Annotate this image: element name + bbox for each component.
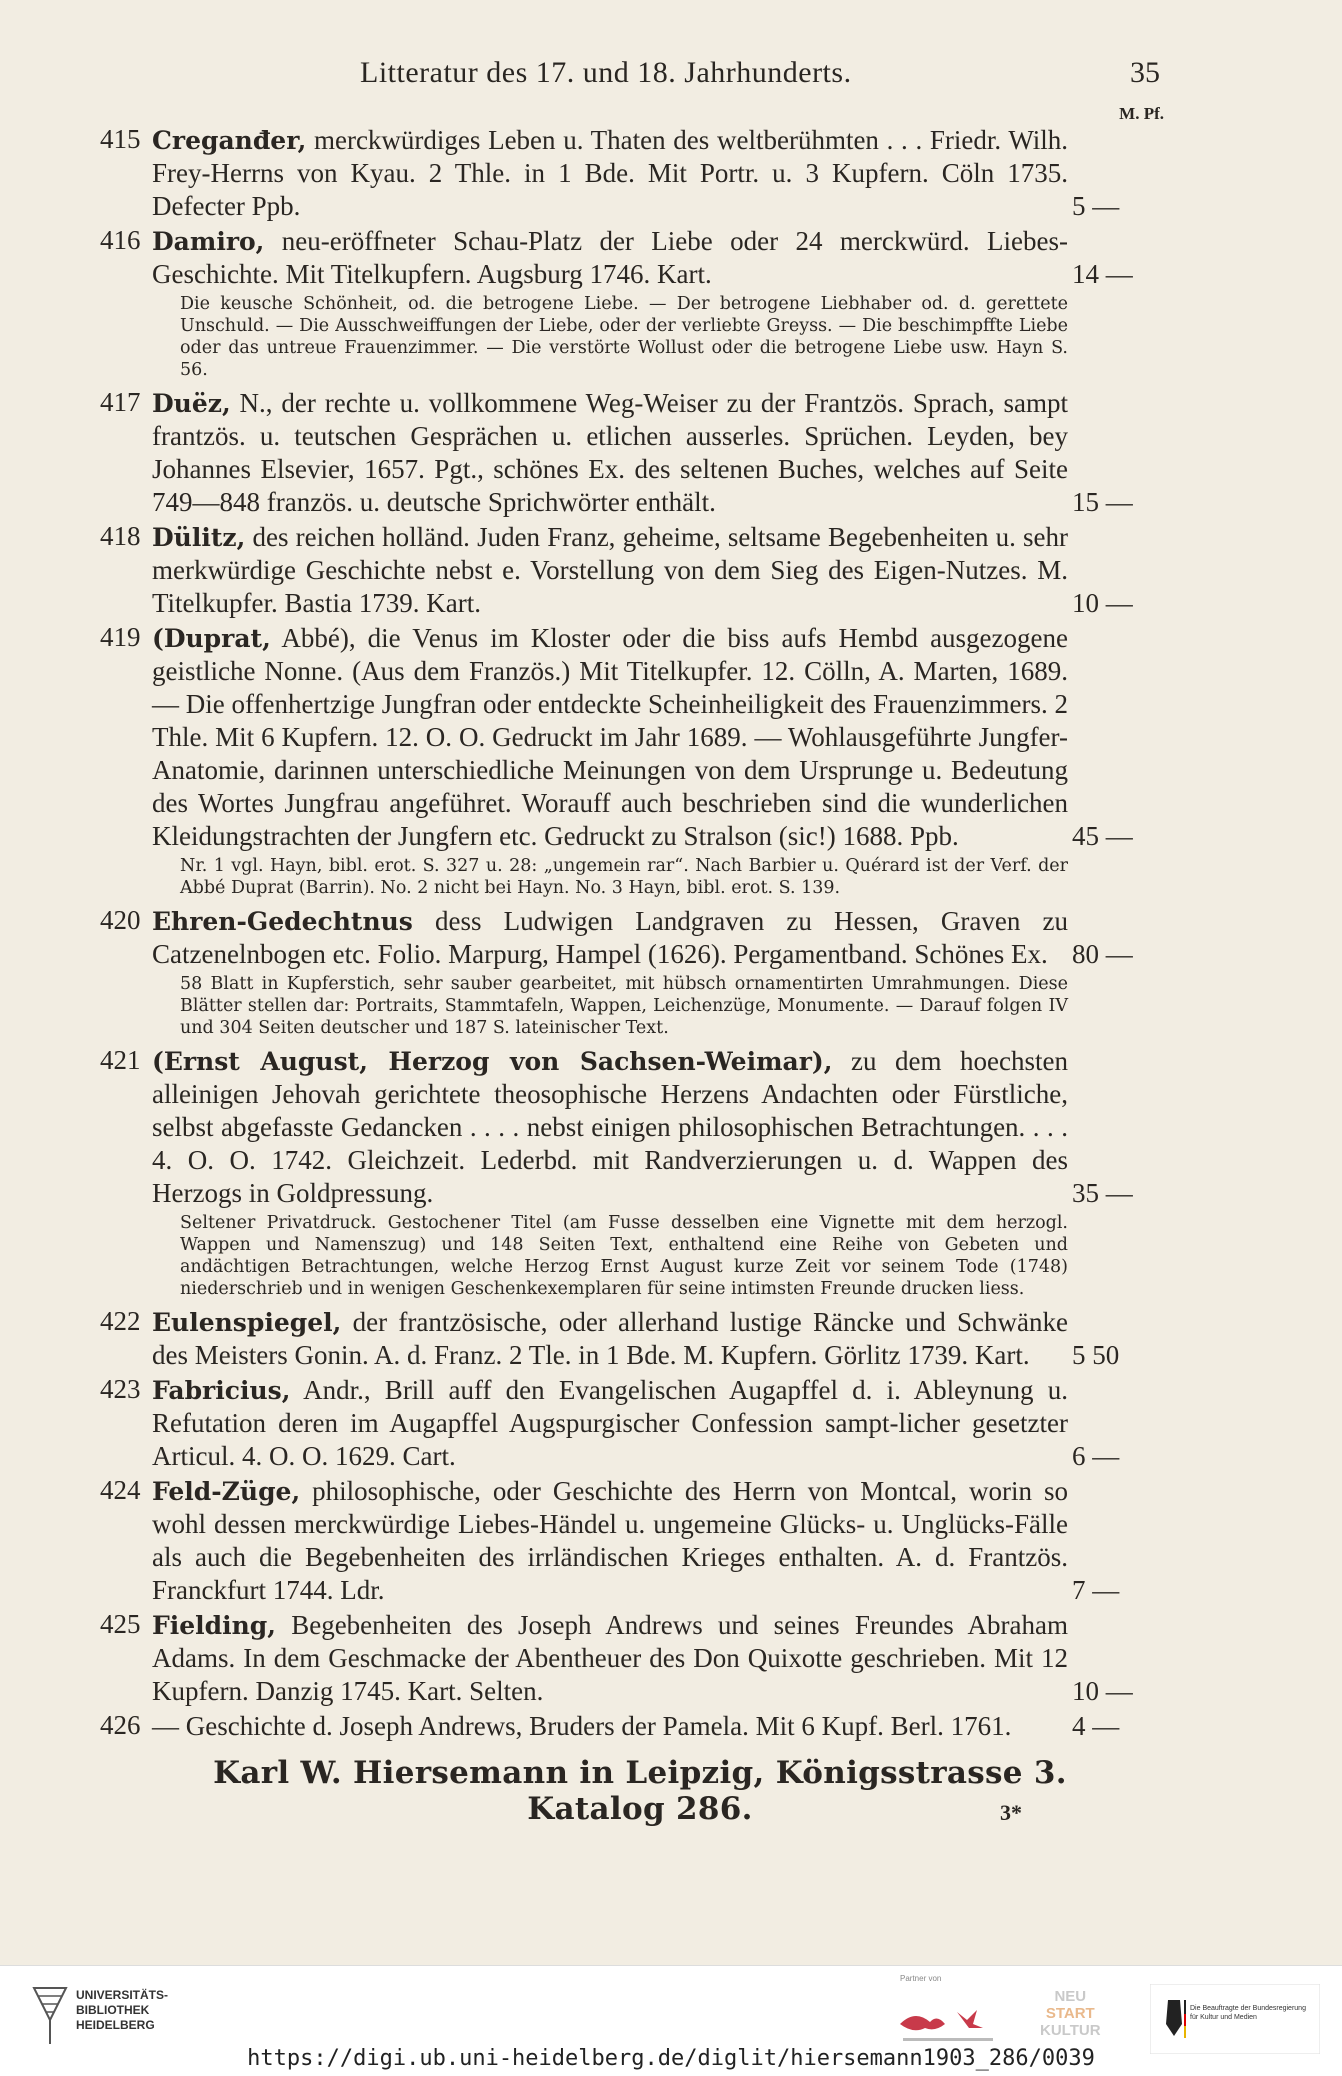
catalog-entry [100, 1609, 1168, 1708]
catalog-entry [100, 124, 1168, 223]
entry-description [152, 1710, 1068, 1743]
entry-description [152, 387, 1068, 519]
university-library-name [76, 1988, 168, 2033]
entry-author: Damiro, [152, 227, 265, 256]
entry-text: zu dem hoechsten alleinigen Jehovah gerichtete theosophische Herzens Andachten oder Fürstliche, selbst abgefasste Gedancken . . . . nebst einigen philosophischen Betrachtungen. . . . 4. O. O. 1742. Gleichzeit. Lederbd. mit Randverzierungen u. d. Wappen des Herzogs in Goldpressung. [152, 1046, 1068, 1208]
entry-description [152, 1306, 1068, 1372]
university-library-logo-icon [30, 1986, 70, 2046]
entry-number: 423 [100, 1374, 141, 1404]
publisher-footer: Karl W. Hiersemann in Leipzig, Königsstrasse 3. Katalog 286. [213, 1755, 1067, 1827]
catalog-entries [100, 124, 1168, 1745]
entry-number: 424 [100, 1475, 141, 1505]
entry-text: neu-eröffneter Schau-Platz der Liebe oder 24 merckwürd. Liebes-Geschichte. Mit Titelkupfern. Augsburg 1746. Kart. [152, 226, 1068, 289]
entry-number: 426 [100, 1710, 141, 1740]
partner-bird-logo-icon [895, 1994, 1005, 2049]
neustart-line: NEU [1054, 1988, 1087, 2005]
entry-author: Fabricius, [152, 1376, 291, 1405]
entry-price: 35 — [1072, 1178, 1133, 1208]
entry-description [152, 1475, 1068, 1607]
entry-note: Die keusche Schönheit, od. die betrogene Liebe. — Der betrogene Liebhaber od. d. gerettete Unschuld. — Die Ausschweiffungen der Liebe, oder der verliebte Greyss. — Die beschimpffte Liebe oder das untreue Frauenzimmer. — Die verstörte Wollust oder die betrogene Liebe usw. Hayn S. 56. [180, 294, 1068, 380]
entry-number: 418 [100, 521, 141, 551]
entry-author: (Ernst August, Herzog von Sachsen-Weimar), [152, 1047, 833, 1076]
library-name-line: HEIDELBERG [76, 2018, 155, 2032]
entry-price: 5 — [1072, 191, 1120, 221]
entry-description [152, 124, 1068, 223]
entry-price: 45 — [1072, 821, 1133, 851]
entry-text: N., der rechte u. vollkommene Weg-Weiser zu der Frantzös. Sprach, sampt frantzös. u. teutschen Gesprächen u. etlichen ausserles. Sprüchen. Leyden, bey Johannes Elsevier, 1657. Pgt., schönes Ex. des seltenen Buches, welches auf Seite 749—848 französ. u. deutsche Sprichwörter enthält. [152, 388, 1068, 517]
entry-number: 420 [100, 905, 141, 935]
catalog-entry [100, 1475, 1168, 1607]
catalog-entry [100, 521, 1168, 620]
entry-author: Ehren-Gedechtnus [152, 907, 413, 936]
entry-note: Nr. 1 vgl. Hayn, bibl. erot. S. 327 u. 28: „ungemein rar“. Nach Barbier u. Quérard ist der Verf. der Abbé Duprat (Barrin). No. 2 nicht bei Hayn. No. 3 Hayn, bibl. erot. S. 139. [180, 856, 1068, 898]
entry-author: Duëz, [152, 389, 231, 418]
entry-text: Begebenheiten des Joseph Andrews und seines Freundes Abraham Adams. In dem Geschmacke der Abentheuer des Don Quixotte geschrieben. Mit 12 Kupfern. Danzig 1745. Kart. Selten. [152, 1610, 1068, 1706]
entry-number: 419 [100, 622, 141, 652]
federal-government-caption: Die Beauftragte der Bundesregierung für Kultur und Medien [1190, 2005, 1306, 2021]
entry-price: 80 — [1072, 939, 1133, 969]
entry-note: 58 Blatt in Kupferstich, sehr sauber gearbeitet, mit hübsch ornamentirten Umrahmungen. Diese Blätter stellen dar: Portraits, Stammtafeln, Wappen, Leichenzüge, Monumente. — Darauf folgen IV und 304 Seiten deutscher und 187 S. lateinischer Text. [180, 974, 1068, 1038]
entry-number: 417 [100, 387, 141, 417]
entry-description [152, 1045, 1068, 1210]
entry-description [152, 1374, 1068, 1473]
entry-text: Andr., Brill auff den Evangelischen Augapffel d. i. Ableynung u. Refutation deren im Augapffel Augspurgischer Confession sampt-licher gesetzter Articul. 4. O. O. 1629. Cart. [152, 1375, 1068, 1471]
neustart-line: KULTUR [1040, 2022, 1101, 2039]
catalog-entry [100, 622, 1168, 899]
entry-author: Creganđer, [152, 126, 307, 155]
entry-price: 10 — [1072, 1676, 1133, 1706]
page-header-title: Litteratur des 17. und 18. Jahrhunderts. [360, 56, 852, 89]
entry-number: 425 [100, 1609, 141, 1639]
page-number: 35 [1130, 56, 1160, 89]
signature-mark: 3* [1000, 1800, 1022, 1825]
entry-price: 14 — [1072, 259, 1133, 289]
library-name-line: UNIVERSITÄTS- [76, 1988, 169, 2002]
entry-description [152, 1609, 1068, 1708]
entry-description [152, 905, 1068, 971]
entry-number: 416 [100, 225, 141, 255]
catalog-entry [100, 387, 1168, 519]
entry-number: 422 [100, 1306, 141, 1336]
entry-price: 7 — [1072, 1575, 1120, 1605]
entry-author: Feld-Züge, [152, 1477, 301, 1506]
entry-author: Eulenspiegel, [152, 1308, 342, 1337]
entry-text: dess Ludwigen Landgraven zu Hessen, Graven zu Catzenelnbogen etc. Folio. Marpurg, Hampel (1626). Pergamentband. Schönes Ex. [152, 906, 1068, 969]
entry-author: Fielding, [152, 1611, 276, 1640]
running-header [150, 56, 1160, 100]
entry-number: 421 [100, 1045, 141, 1075]
entry-text: merckwürdiges Leben u. Thaten des weltberühmten . . . Friedr. Wilh. Frey-Herrns von Kyau. 2 Thle. in 1 Bde. Mit Portr. u. 3 Kupfern. Cöln 1735. Defecter Ppb. [152, 125, 1068, 221]
entry-text: Abbé), die Venus im Kloster oder die biss aufs Hembd ausgezogene geistliche Nonne. (Aus dem Französ.) Mit Titelkupfer. 12. Cölln, A. Marten, 1689. — Die offenhertzige Jungfran oder entdeckte Scheinheiligkeit des Frauenzimmers. 2 Thle. Mit 6 Kupfern. 12. O. O. Gedruckt im Jahr 1689. — Wohlausgeführte Jungfer-Anatomie, darinnen unterschiedliche Meinungen von dem Ursprunge u. Bedeutung des Wortes Jungfrau angeführet. Worauff auch beschrieben sind die wunderlichen Kleidungstrachten der Jungfern etc. Gedruckt zu Stralson (sic!) 1688. Ppb. [152, 623, 1068, 851]
neustart-line: START [1045, 2005, 1095, 2022]
entry-number: 415 [100, 124, 141, 154]
catalog-entry [100, 1306, 1168, 1372]
entry-description [152, 521, 1068, 620]
entry-price: 6 — [1072, 1441, 1120, 1471]
entry-note: Seltener Privatdruck. Gestochener Titel (am Fusse desselben eine Vignette mit dem herzogl. Wappen und Namenszug) und 148 Seiten Text, enthaltend eine Reihe von Gebeten und andächtigen Betrachtungen, welche Herzog Ernst August kurze Zeit vor seinem Tode (1748) niederschrieb und in wenigen Geschenkexemplaren für seine intimsten Freunde drucken liess. [180, 1213, 1068, 1299]
price-column-label: M. Pf. [1119, 104, 1164, 123]
entry-price: 15 — [1072, 487, 1133, 517]
entry-price: 4 — [1072, 1711, 1120, 1741]
entry-author: Dülitz, [152, 523, 246, 552]
neustart-kultur-logo [1040, 1988, 1101, 2039]
catalog-entry [100, 1045, 1168, 1300]
entry-text: der frantzösische, oder allerhand lustige Räncke und Schwänke des Meisters Gonin. A. d. Franz. 2 Tle. in 1 Bde. M. Kupfern. Görlitz 1739. Kart. [152, 1307, 1068, 1370]
entry-author: (Duprat, [152, 624, 271, 653]
partner-label: Partner von [900, 1974, 942, 1983]
catalog-entry [100, 905, 1168, 1039]
catalog-entry [100, 225, 1168, 381]
catalog-entry [100, 1710, 1168, 1743]
entry-description [152, 622, 1068, 853]
entry-text: philosophische, oder Geschichte des Herrn von Montcal, worin so wohl dessen merckwürdige Liebes-Händel u. ungemeine Glücks- u. Unglücks-Fälle als auch die Begebenheiten des irrländischen Krieges enthalten. A. d. Frantzös. Franckfurt 1744. Ldr. [152, 1476, 1068, 1605]
catalog-entry [100, 1374, 1168, 1473]
entry-text: — Geschichte d. Joseph Andrews, Bruders der Pamela. Mit 6 Kupf. Berl. 1761. [152, 1711, 1012, 1741]
entry-price: 5 50 [1072, 1340, 1120, 1370]
page-url[interactable]: https://digi.ub.uni-heidelberg.de/diglit/hiersemann1903_286/0039 [247, 2046, 1095, 2071]
library-name-line: BIBLIOTHEK [76, 2003, 150, 2017]
entry-price: 10 — [1072, 588, 1133, 618]
entry-text: des reichen holländ. Juden Franz, geheime, seltsame Begebenheiten u. sehr merkwürdige Geschichte nebst e. Vorstellung von dem Sieg des Eigen-Nutzes. M. Titelkupfer. Bastia 1739. Kart. [152, 522, 1068, 618]
entry-description [152, 225, 1068, 291]
